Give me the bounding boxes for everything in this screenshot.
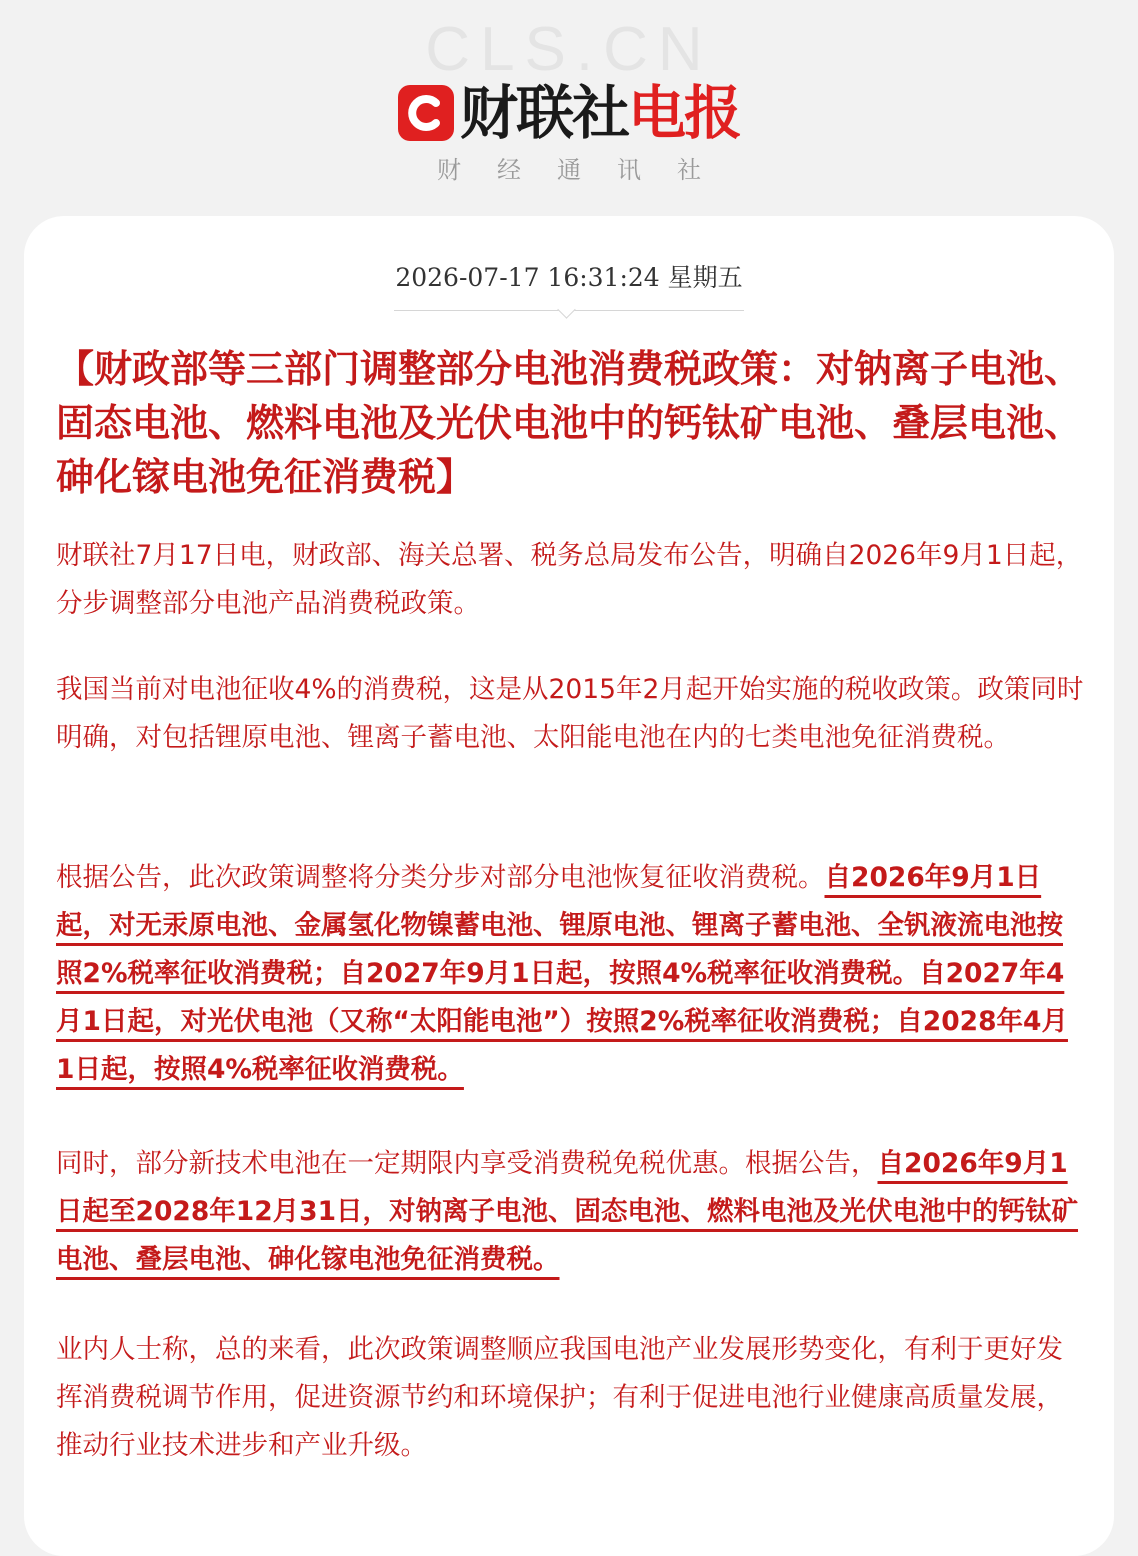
brand-tagline: 财经通讯社 xyxy=(437,156,737,184)
brand-name-red: 电报 xyxy=(628,79,741,147)
paragraph-3 xyxy=(56,854,1086,1094)
paragraph-4-highlight: 自2026年9月1日起至2028年12月31日，对钠离子电池、固态电池、燃料电池及光伏电池中的钙钛矿电池、叠层电池、砷化镓电池免征消费税。 xyxy=(56,1148,1079,1275)
publish-timestamp: 2026-07-17 16:31:24 星期五 xyxy=(395,263,743,292)
paragraph-5: 业内人士称，总的来看，此次政策调整顺应我国电池产业发展形势变化，有利于更好发挥消费税调节作用，促进资源节约和环境保护；有利于促进电池行业健康高质量发展，推动行业技术进步和产业升级。 xyxy=(56,1334,1063,1461)
paragraph-1: 财联社7月17日电，财政部、海关总署、税务总局发布公告，明确自2026年9月1日起，分步调整部分电池产品消费税政策。 xyxy=(56,540,1083,619)
brand-name-black: 财联社 xyxy=(459,79,628,147)
article-headline: 【财政部等三部门调整部分电池消费税政策：对钠离子电池、固态电池、燃料电池及光伏电池中的钙钛矿电池、叠层电池、砷化镓电池免征消费税】 xyxy=(56,346,1083,499)
paragraph-2: 我国当前对电池征收4%的消费税，这是从2015年2月起开始实施的税收政策。政策同时明确，对包括锂原电池、锂离子蓄电池、太阳能电池在内的七类电池免征消费税。 xyxy=(56,674,1084,753)
cls-logo-icon xyxy=(398,85,454,141)
paragraph-3-text: 根据公告，此次政策调整将分类分步对部分电池恢复征收消费税。 xyxy=(56,862,825,893)
paragraph-4-text: 同时，部分新技术电池在一定期限内享受消费税免税优惠。根据公告， xyxy=(56,1148,878,1179)
paragraph-4 xyxy=(56,1140,1086,1284)
watermark-text: CLS.CN xyxy=(425,15,713,84)
brand-logo xyxy=(0,78,1138,148)
paragraph-3-highlight: 自2026年9月1日起，对无汞原电池、金属氢化物镍蓄电池、锂原电池、锂离子蓄电池、全钒液流电池按照2%税率征收消费税；自2027年9月1日起，按照4%税率征收消费税。自2027年4月1日起，对光伏电池（又称“太阳能电池”）按照2%税率征收消费税；自2028年4月1日起，按照4%税率征收消费税。 xyxy=(56,862,1068,1085)
brand-name xyxy=(460,78,740,148)
